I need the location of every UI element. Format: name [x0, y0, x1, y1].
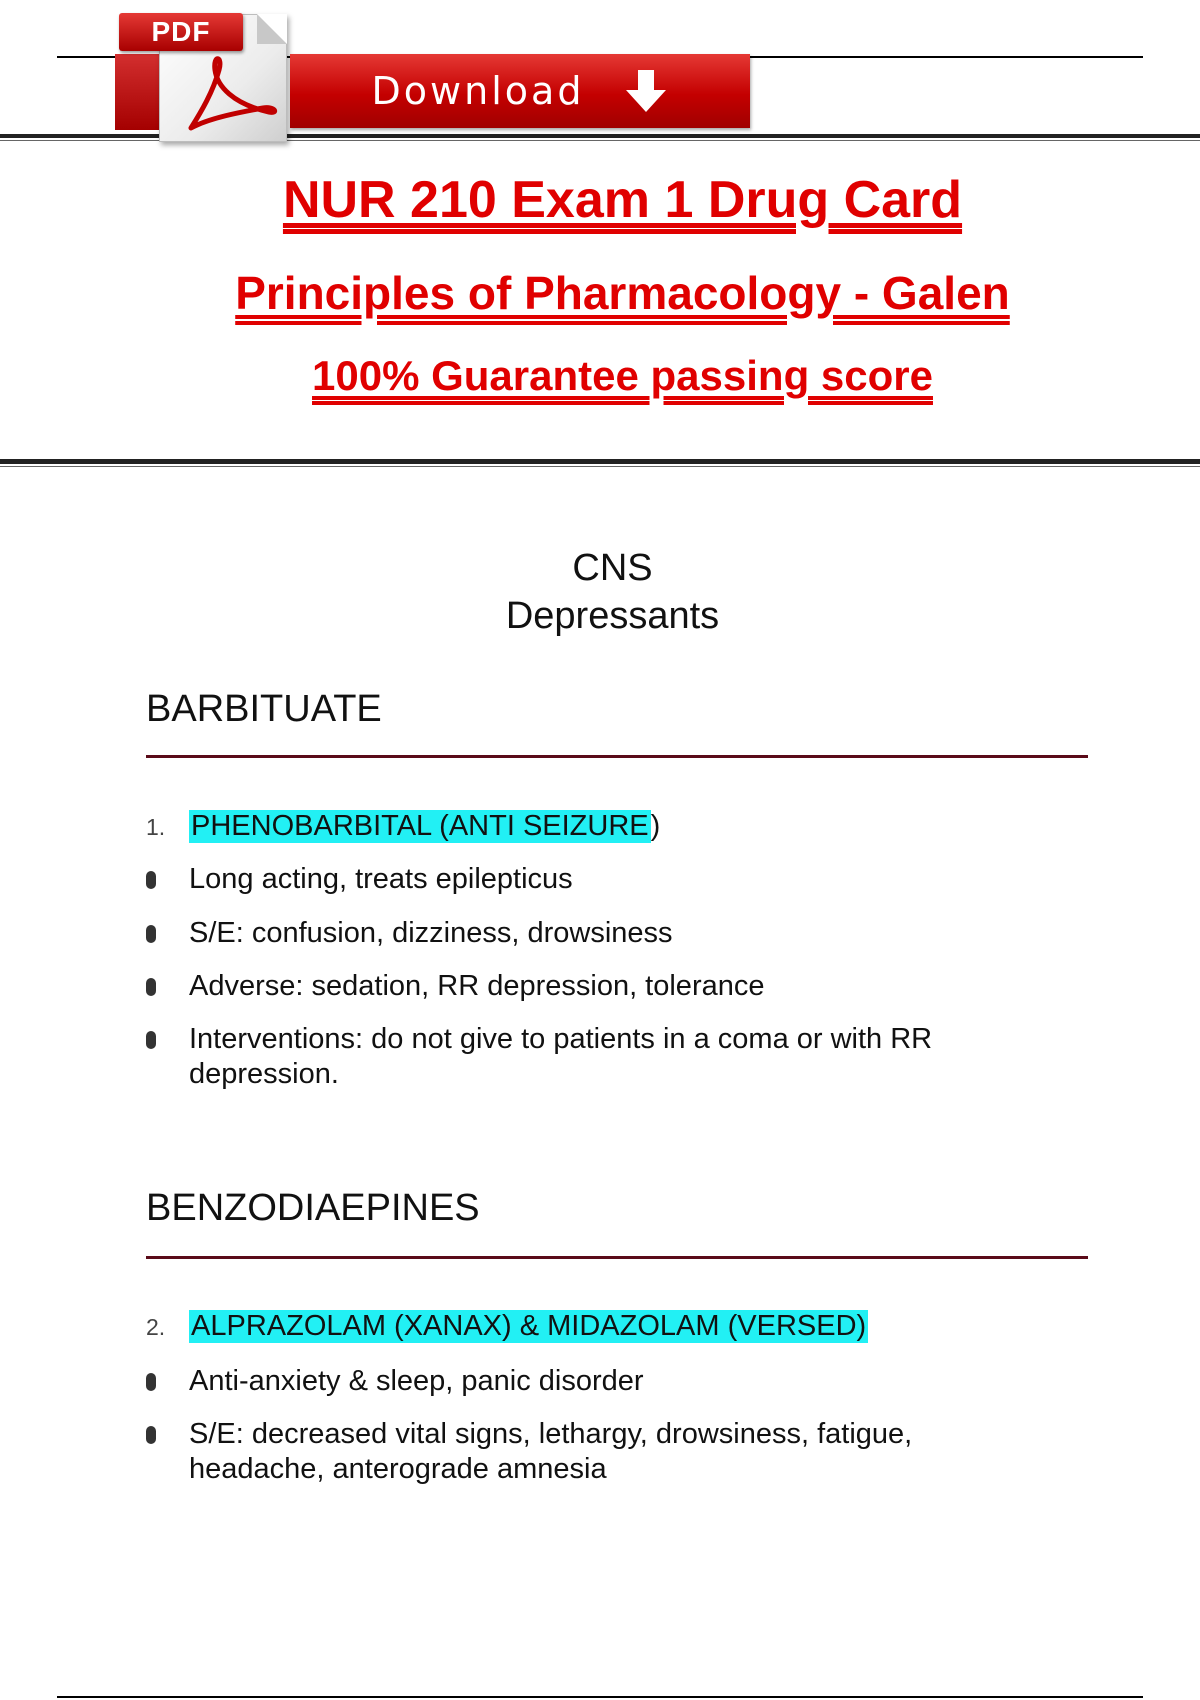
acrobat-logo-icon	[171, 52, 281, 136]
list-item	[146, 916, 966, 951]
download-label: Download	[371, 69, 585, 113]
list-item	[146, 1022, 966, 1092]
bullet-text: S/E: decreased vital signs, lethargy, drowsiness, fatigue, headache, anterograde amnesia	[189, 1418, 913, 1485]
section-title	[0, 544, 1200, 640]
group-heading-benzodiaepines: BENZODIAEPINES	[146, 1187, 480, 1229]
section-title-line-2: Depressants	[505, 595, 720, 637]
list-item	[146, 862, 966, 897]
drug-number: 1.	[146, 814, 166, 840]
bullet-icon	[146, 1373, 156, 1391]
header-bottom-divider-shadow	[0, 466, 1200, 467]
bottom-divider	[57, 1696, 1143, 1698]
drug-name-suffix: )	[650, 810, 661, 842]
group-heading-barbituate: BARBITUATE	[146, 688, 382, 730]
group-heading-rule	[146, 1256, 1088, 1259]
bullet-text: S/E: confusion, dizziness, drowsiness	[189, 917, 673, 949]
pdf-page-fold	[257, 14, 287, 44]
bullet-text: Anti-anxiety & sleep, panic disorder	[189, 1365, 644, 1397]
bullet-icon	[146, 1031, 156, 1049]
bullet-text: Long acting, treats epilepticus	[189, 863, 573, 895]
download-button[interactable]	[290, 54, 750, 128]
bullet-icon	[146, 1426, 156, 1444]
bullet-icon	[146, 978, 156, 996]
section-title-line-1: CNS	[572, 547, 653, 589]
pdf-file-icon	[115, 8, 295, 140]
list-item	[146, 969, 966, 1004]
page-subtitle: Principles of Pharmacology - Galen	[235, 267, 1010, 319]
drug-name-highlighted: ALPRAZOLAM (XANAX) & MIDAZOLAM (VERSED)	[191, 1310, 867, 1342]
pdf-download-banner[interactable]	[115, 8, 750, 140]
drug-number: 2.	[146, 1314, 166, 1340]
list-item	[146, 1417, 966, 1487]
drug-item	[146, 810, 660, 843]
bullet-text: Interventions: do not give to patients in a coma or with RR depression.	[189, 1023, 933, 1090]
bullet-icon	[146, 871, 156, 889]
page-title: NUR 210 Exam 1 Drug Card	[282, 171, 963, 229]
page-tagline: 100% Guarantee passing score	[312, 352, 933, 399]
pdf-icon-red-bar	[115, 54, 163, 130]
group-heading-rule	[146, 755, 1088, 758]
drug-name-highlighted: PHENOBARBITAL (ANTI SEIZURE	[191, 810, 649, 842]
header-bottom-divider	[0, 459, 1200, 464]
download-arrow-icon	[624, 68, 668, 114]
bullet-text: Adverse: sedation, RR depression, tolerance	[189, 970, 765, 1002]
bullet-icon	[146, 925, 156, 943]
list-item	[146, 1364, 966, 1399]
drug-item	[146, 1310, 868, 1343]
pdf-label: PDF	[119, 13, 243, 51]
